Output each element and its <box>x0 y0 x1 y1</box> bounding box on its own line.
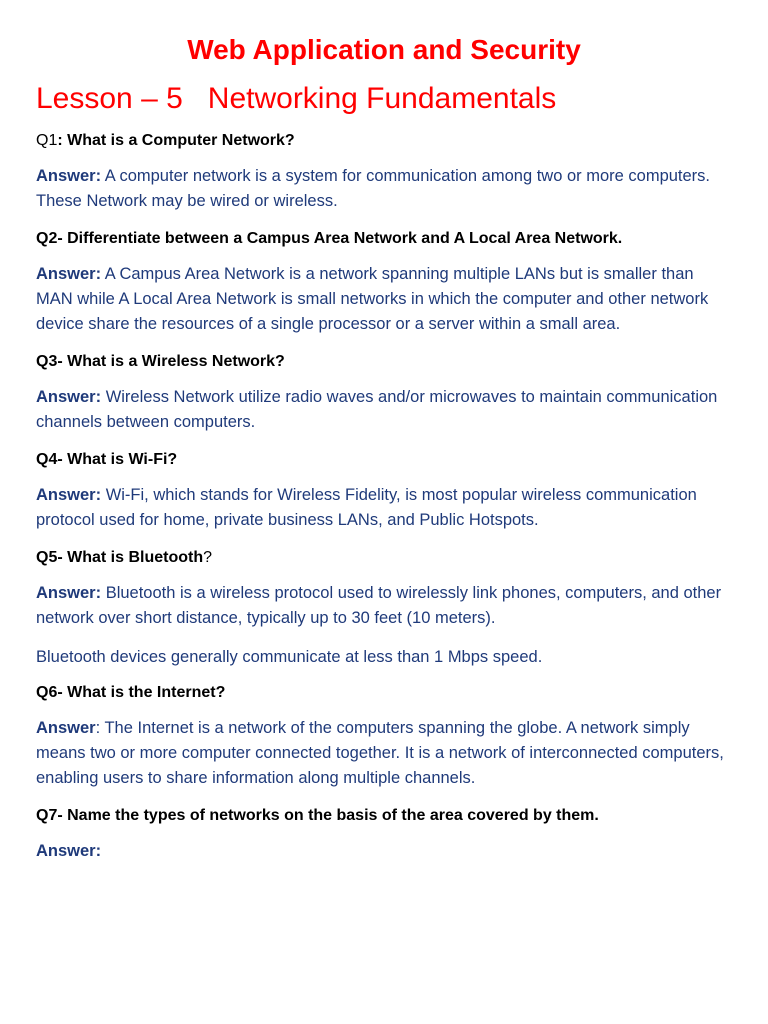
question-separator: - <box>57 684 68 701</box>
answer-text: : The Internet is a network of the computers spanning the globe. A network simply means two or more computer connected together. It is a network of interconnected computers, enabling users to share information along multiple channels. <box>36 719 724 787</box>
answer-text: A computer network is a system for communication among two or more computers. These Network may be wired or wireless. <box>36 167 711 210</box>
question-text: Differentiate between a Campus Area Network and A Local Area Network. <box>67 230 623 247</box>
answer-text: Wireless Network utilize radio waves and/or microwaves to maintain communication channels between computers. <box>36 388 718 431</box>
answer-7 <box>36 839 732 864</box>
question-separator: - <box>57 353 68 370</box>
question-text: Name the types of networks on the basis of the area covered by them. <box>67 807 599 824</box>
question-text: What is Bluetooth <box>67 549 204 566</box>
answer-label: Answer <box>36 719 96 737</box>
answer-label: Answer: <box>36 842 102 860</box>
document-title: Web Application and Security <box>187 34 581 65</box>
question-7 <box>36 805 732 827</box>
question-6 <box>36 682 732 704</box>
answer-text: A Campus Area Network is a network spanning multiple LANs but is smaller than MAN while A Local Area Network is small networks in which the computer and other network device share the resources of a single processor or a server within a small area. <box>36 265 709 333</box>
question-text: What is the Internet? <box>67 684 226 701</box>
question-number: Q6 <box>36 684 58 701</box>
question-5 <box>36 547 732 569</box>
question-text: What is Wi-Fi? <box>67 451 178 468</box>
question-separator: - <box>57 230 68 247</box>
answer-text: Bluetooth is a wireless protocol used to wirelessly link phones, computers, and other network over short distance, typically up to 30 feet (10 meters). <box>36 584 722 627</box>
question-text: What is a Wireless Network? <box>67 353 285 370</box>
answer-5 <box>36 581 732 631</box>
answer-label: Answer: <box>36 486 102 504</box>
question-number: Q5 <box>36 549 58 566</box>
question-number: Q3 <box>36 353 58 370</box>
answer-6 <box>36 716 732 791</box>
question-4 <box>36 449 732 471</box>
answer-4 <box>36 483 732 533</box>
question-2 <box>36 228 732 250</box>
question-number: Q7 <box>36 807 58 824</box>
question-separator: : <box>57 132 68 149</box>
answer-label: Answer: <box>36 388 102 406</box>
answer-label: Answer: <box>36 584 102 602</box>
answer-2 <box>36 262 732 337</box>
question-separator: - <box>57 451 68 468</box>
question-separator: - <box>57 807 68 824</box>
answer-1 <box>36 164 732 214</box>
question-3 <box>36 351 732 373</box>
answer-label: Answer: <box>36 167 102 185</box>
question-1 <box>36 130 732 152</box>
question-number: Q1 <box>36 132 58 149</box>
question-separator: - <box>57 549 68 566</box>
answer-3 <box>36 385 732 435</box>
answer-label: Answer: <box>36 265 102 283</box>
answer-text: Wi-Fi, which stands for Wireless Fidelity, is most popular wireless communication protocol used for home, private business LANs, and Public Hotspots. <box>36 486 697 529</box>
question-number: Q2 <box>36 230 58 247</box>
question-suffix: ? <box>203 549 213 566</box>
lesson-title: Lesson – 5 Networking Fundamentals <box>36 82 557 115</box>
answer-5-note: Bluetooth devices generally communicate at less than 1 Mbps speed. <box>36 648 543 666</box>
question-text: What is a Computer Network? <box>67 132 295 149</box>
question-number: Q4 <box>36 451 58 468</box>
